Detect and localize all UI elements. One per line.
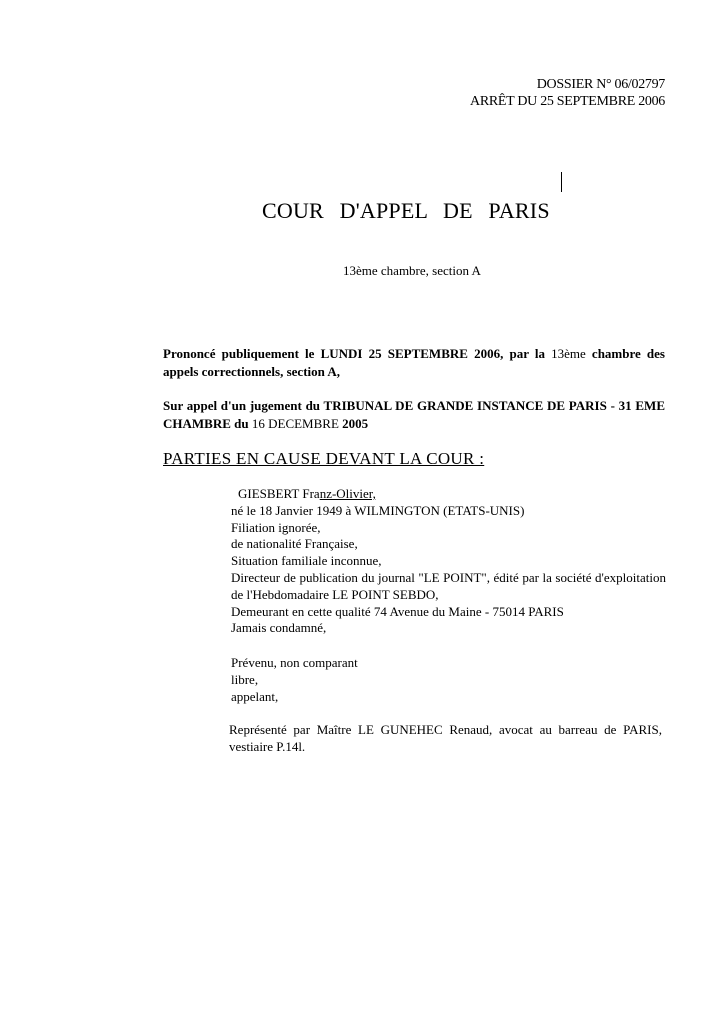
- represente-paragraph: Représenté par Maître LE GUNEHEC Renaud, avocat au barreau de PARIS, vestiaire P.14l.: [229, 722, 662, 754]
- party-condamne: Jamais condamné,: [231, 620, 327, 636]
- party-firstname: nz-Olivier,: [319, 486, 376, 501]
- party-demeurant: Demeurant en cette qualité 74 Avenue du Maine - 75014 PARIS: [231, 603, 564, 619]
- prononce-text-1: Prononcé publiquement le LUNDI 25 SEPTEMBRE 2006, par la: [163, 346, 545, 361]
- appel-text-3: 2005: [342, 416, 369, 431]
- court-title: COUR D'APPEL DE PARIS: [262, 198, 550, 223]
- appel-text-1: Sur appel d'un jugement du TRIBUNAL DE GRANDE INSTANCE DE PARIS - 31 EME CHAMBRE du: [163, 398, 665, 431]
- dossier-number: DOSSIER N° 06/02797: [536, 77, 665, 92]
- chamber-subtitle: 13ème chambre, section A: [343, 263, 481, 278]
- appel-paragraph: [163, 397, 665, 433]
- status-line: libre,: [231, 671, 259, 687]
- party-status: [231, 655, 666, 705]
- status-line: appelant,: [231, 688, 279, 704]
- party-line: de nationalité Française,: [231, 536, 358, 552]
- parties-title: PARTIES EN CAUSE DEVANT LA COUR :: [163, 449, 485, 468]
- party-block: [231, 486, 666, 637]
- prononce-text-3: chambre des appels correctionnels, section A,: [163, 346, 665, 379]
- party-line: né le 18 Janvier 1949 à WILMINGTON (ETATS-UNIS): [231, 502, 525, 518]
- party-name: [231, 486, 666, 503]
- text-cursor: [561, 172, 562, 192]
- status-line: Prévenu, non comparant: [231, 655, 358, 670]
- party-directeur: Directeur de publication du journal "LE POINT", édité par la société d'exploitation de l'Hebdomadaire LE POINT SEBDO,: [231, 569, 666, 602]
- party-surname: GIESBERT Fra: [238, 486, 320, 501]
- appel-text-2: 16 DECEMBRE: [248, 416, 343, 431]
- party-line: Filiation ignorée,: [231, 519, 321, 535]
- dossier-header: [470, 76, 665, 110]
- arret-date: ARRÊT DU 25 SEPTEMBRE 2006: [470, 94, 665, 109]
- party-line: Situation familiale inconnue,: [231, 553, 382, 569]
- prononce-paragraph: [163, 345, 665, 381]
- prononce-text-2: 13ème: [544, 346, 592, 361]
